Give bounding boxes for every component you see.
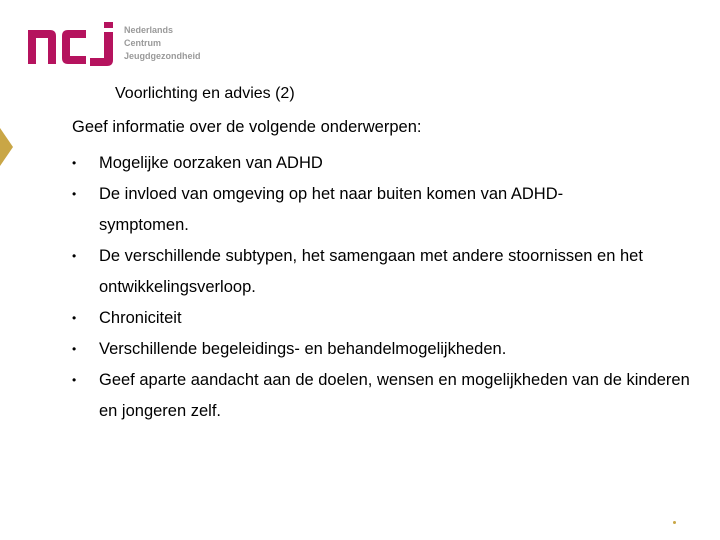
list-item	[72, 179, 609, 241]
list-item	[72, 334, 672, 365]
bullet-icon: •	[72, 249, 77, 263]
bullet-text: De invloed van omgeving op het naar buiten komen van ADHD-symptomen.	[99, 185, 564, 234]
slide-title: Voorlichting en advies (2)	[115, 85, 295, 102]
bullet-icon: •	[72, 187, 77, 201]
intro-text: Geef informatie over de volgende onderwerpen:	[72, 118, 422, 136]
bullet-text: Mogelijke oorzaken van ADHD	[99, 154, 323, 172]
logo-line-2: Centrum	[124, 38, 162, 48]
list-item	[72, 365, 699, 427]
logo-wordmark	[124, 24, 201, 63]
ncj-logo	[28, 22, 228, 72]
bullet-text: Verschillende begeleidings- en behandelmogelijkheden.	[99, 340, 507, 358]
list-item	[72, 148, 672, 179]
bullet-icon: •	[72, 156, 77, 170]
bullet-icon: •	[72, 342, 77, 356]
list-item	[72, 303, 672, 334]
bullet-text: Chroniciteit	[99, 309, 182, 327]
logo-line-1: Nederlands	[124, 25, 174, 35]
bullet-icon: •	[72, 373, 77, 387]
footer-dot	[673, 521, 676, 524]
bullet-text: Geef aparte aandacht aan de doelen, wensen en mogelijkheden van de kinderen en jongeren zelf.	[99, 371, 690, 420]
bullet-list	[72, 148, 690, 427]
edge-arrow-icon	[0, 128, 14, 166]
list-item	[72, 241, 699, 303]
ncj-logo-mark	[28, 22, 118, 66]
bullet-icon: •	[72, 311, 77, 325]
bullet-text: De verschillende subtypen, het samengaan met andere stoornissen en het ontwikkelingsverloop.	[99, 247, 643, 296]
logo-line-3: Jeugdgezondheid	[124, 51, 201, 61]
